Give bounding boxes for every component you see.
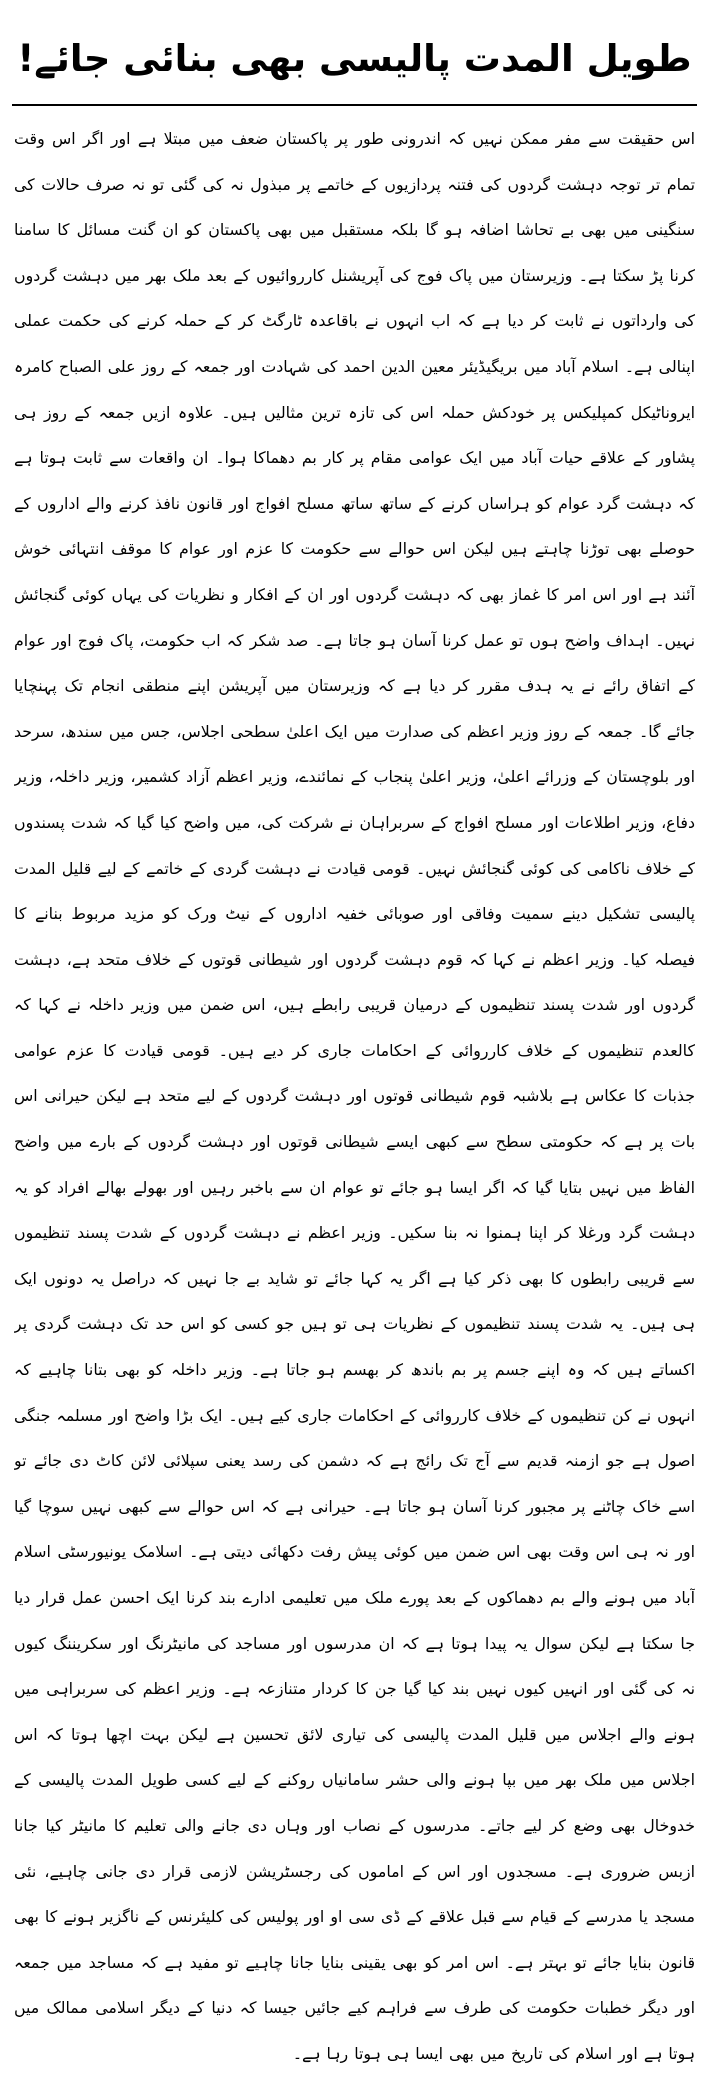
editorial-body: [14, 116, 695, 2082]
editorial-paragraph: اس حقیقت سے مفر ممکن نہیں کہ اندرونی طور پر پاکستان ضعف میں مبتلا ہے اور اگر اس وقت تمام تر توجہ دہشت گردوں کی فتنہ پردازیوں کے خاتمے پر مبذول نہ کی گئی تو نہ صرف حالات کی سنگینی میں بھی بے تحاشا اضافہ ہو گا بلکہ مستقبل میں بھی پاکستان کو ان گنت مسائل کا سامنا کرنا پڑ سکتا ہے۔ وزیرستان میں پاک فوج کی آپریشنل کارروائیوں کے بعد ملک بھر میں دہشت گردوں کی وارداتوں نے ثابت کر دیا ہے کہ اب انہوں نے باقاعدہ ٹارگٹ کر کے حملہ کرنے کی حکمت عملی اپنالی ہے۔ اسلام آباد میں بریگیڈیئر معین الدین احمد کی شہادت اور جمعہ کے روز علی الصباح کامرہ ایروناٹیکل کمپلیکس پر خودکش حملہ اس کی تازہ ترین مثالیں ہیں۔ علاوہ ازیں جمعہ کے روز ہی پشاور کے علاقے حیات آباد میں ایک عوامی مقام پر کار بم دھماکا ہوا۔ ان واقعات سے ثابت ہوتا ہے کہ دہشت گرد عوام کو ہراساں کرنے کے ساتھ ساتھ مسلح افواج اور قانون نافذ کرنے والے اداروں کے حوصلے بھی توڑنا چاہتے ہیں لیکن اس حوالے سے حکومت کا عزم اور عوام کا موقف انتہائی خوش آئند ہے اور اس امر کا غماز بھی کہ دہشت گردوں اور ان کے افکار و نظریات کی یہاں کوئی گنجائش نہیں۔ اہداف واضح ہوں تو عمل کرنا آسان ہو جاتا ہے۔ صد شکر کہ اب حکومت، پاک فوج اور عوام کے اتفاق رائے نے یہ ہدف مقرر کر دیا ہے کہ وزیرستان میں آپریشن اپنے منطقی انجام تک پہنچایا جائے گا۔ جمعہ کے روز وزیر اعظم کی صدارت میں ایک اعلیٰ سطحی اجلاس، جس میں سندھ، سرحد اور بلوچستان کے وزرائے اعلیٰ، وزیر اعلیٰ پنجاب کے نمائندے، وزیر اعظم آزاد کشمیر، وزیر داخلہ، وزیر دفاع، وزیر اطلاعات اور مسلح افواج کے سربراہان نے شرکت کی، میں واضح کیا گیا کہ شدت پسندوں کے خلاف ناکامی کی کوئی گنجائش نہیں۔ قومی قیادت نے دہشت گردی کے خاتمے کے لیے قلیل المدت پالیسی تشکیل دینے سمیت وفاقی اور صوبائی خفیہ اداروں کے نیٹ ورک کو مزید مربوط بنانے کا فیصلہ کیا۔ وزیر اعظم نے کہا کہ قوم دہشت گردوں اور شیطانی قوتوں کے خلاف متحد ہے، دہشت گردوں اور شدت پسند تنظیموں کے درمیان قریبی رابطے ہیں، اس ضمن میں وزیر داخلہ نے کہا کہ کالعدم تنظیموں کے خلاف کارروائی کے احکامات جاری کر دیے ہیں۔ قومی قیادت کا عزم عوامی جذبات کا عکاس ہے بلاشبہ قوم شیطانی قوتوں اور دہشت گردوں کے لیے متحد ہے لیکن حیرانی اس بات پر ہے کہ حکومتی سطح سے کبھی ایسے شیطانی قوتوں اور دہشت گردوں کے بارے میں واضح الفاظ میں نہیں بتایا گیا کہ اگر ایسا ہو جائے تو عوام ان سے باخبر رہیں اور بھولے بھالے افراد کو یہ دہشت گرد ورغلا کر اپنا ہمنوا نہ بنا سکیں۔ وزیر اعظم نے دہشت گردوں کے شدت پسند تنظیموں سے قریبی رابطوں کا بھی ذکر کیا ہے اگر یہ کہا جائے تو شاید بے جا نہیں کہ دراصل یہ دونوں ایک ہی ہیں۔ یہ شدت پسند تنظیموں کے نظریات ہی تو ہیں جو کسی کو اس حد تک دہشت گردی پر اکساتے ہیں کہ وہ اپنے جسم پر بم باندھ کر بھسم ہو جاتا ہے۔ وزیر داخلہ کو بھی بتانا چاہیے کہ انہوں نے کن تنظیموں کے خلاف کارروائی کے احکامات جاری کیے ہیں۔ ایک بڑا واضح اور مسلمہ جنگی اصول ہے جو ازمنہ قدیم سے آج تک رائج ہے کہ دشمن کی رسد یعنی سپلائی لائن کاٹ دی جائے تو اسے خاک چاٹنے پر مجبور کرنا آسان ہو جاتا ہے۔ حیرانی ہے کہ اس حوالے سے کبھی نہیں سوچا گیا اور نہ ہی اس وقت بھی اس ضمن میں کوئی پیش رفت دکھائی دیتی ہے۔ اسلامک یونیورسٹی اسلام آباد میں ہونے والے بم دھماکوں کے بعد پورے ملک میں تعلیمی ادارے بند کرنا ایک احسن عمل قرار دیا جا سکتا ہے لیکن سوال یہ پیدا ہوتا ہے کہ ان مدرسوں اور مساجد کی مانیٹرنگ اور سکریننگ کیوں نہ کی گئی اور انہیں کیوں نہیں بند کیا گیا جن کا کردار متنازعہ ہے۔ وزیر اعظم کی سربراہی میں ہونے والے اجلاس میں قلیل المدت پالیسی کی تیاری لائق تحسین ہے لیکن بہت اچھا ہوتا کہ اس اجلاس میں ملک بھر میں بپا ہونے والی حشر سامانیاں روکنے کے لیے کسی طویل المدت پالیسی کے خدوخال بھی وضع کر لیے جاتے۔ مدرسوں کے نصاب اور وہاں دی جانے والی تعلیم کا مانیٹر کیا جانا ازبس ضروری ہے۔ مسجدوں اور اس کے اماموں کی رجسٹریشن لازمی قرار دی جانی چاہیے، نئی مسجد یا مدرسے کے قیام سے قبل علاقے کے ڈی سی او اور پولیس کی کلیئرنس کے ناگزیر ہونے کا بھی قانون بنایا جائے تو بہتر ہے۔ اس امر کو بھی یقینی بنایا جانا چاہیے تو مفید ہے کہ مساجد میں جمعہ اور دیگر خطبات حکومت کی طرف سے فراہم کیے جائیں جیسا کہ دنیا کے دیگر اسلامی ممالک میں ہوتا ہے اور اسلام کی تاریخ میں بھی ایسا ہی ہوتا رہا ہے۔: [14, 129, 695, 2063]
headline-divider: [12, 104, 697, 106]
editorial-headline: طویل المدت پالیسی بھی بنائی جائے!: [17, 37, 692, 80]
